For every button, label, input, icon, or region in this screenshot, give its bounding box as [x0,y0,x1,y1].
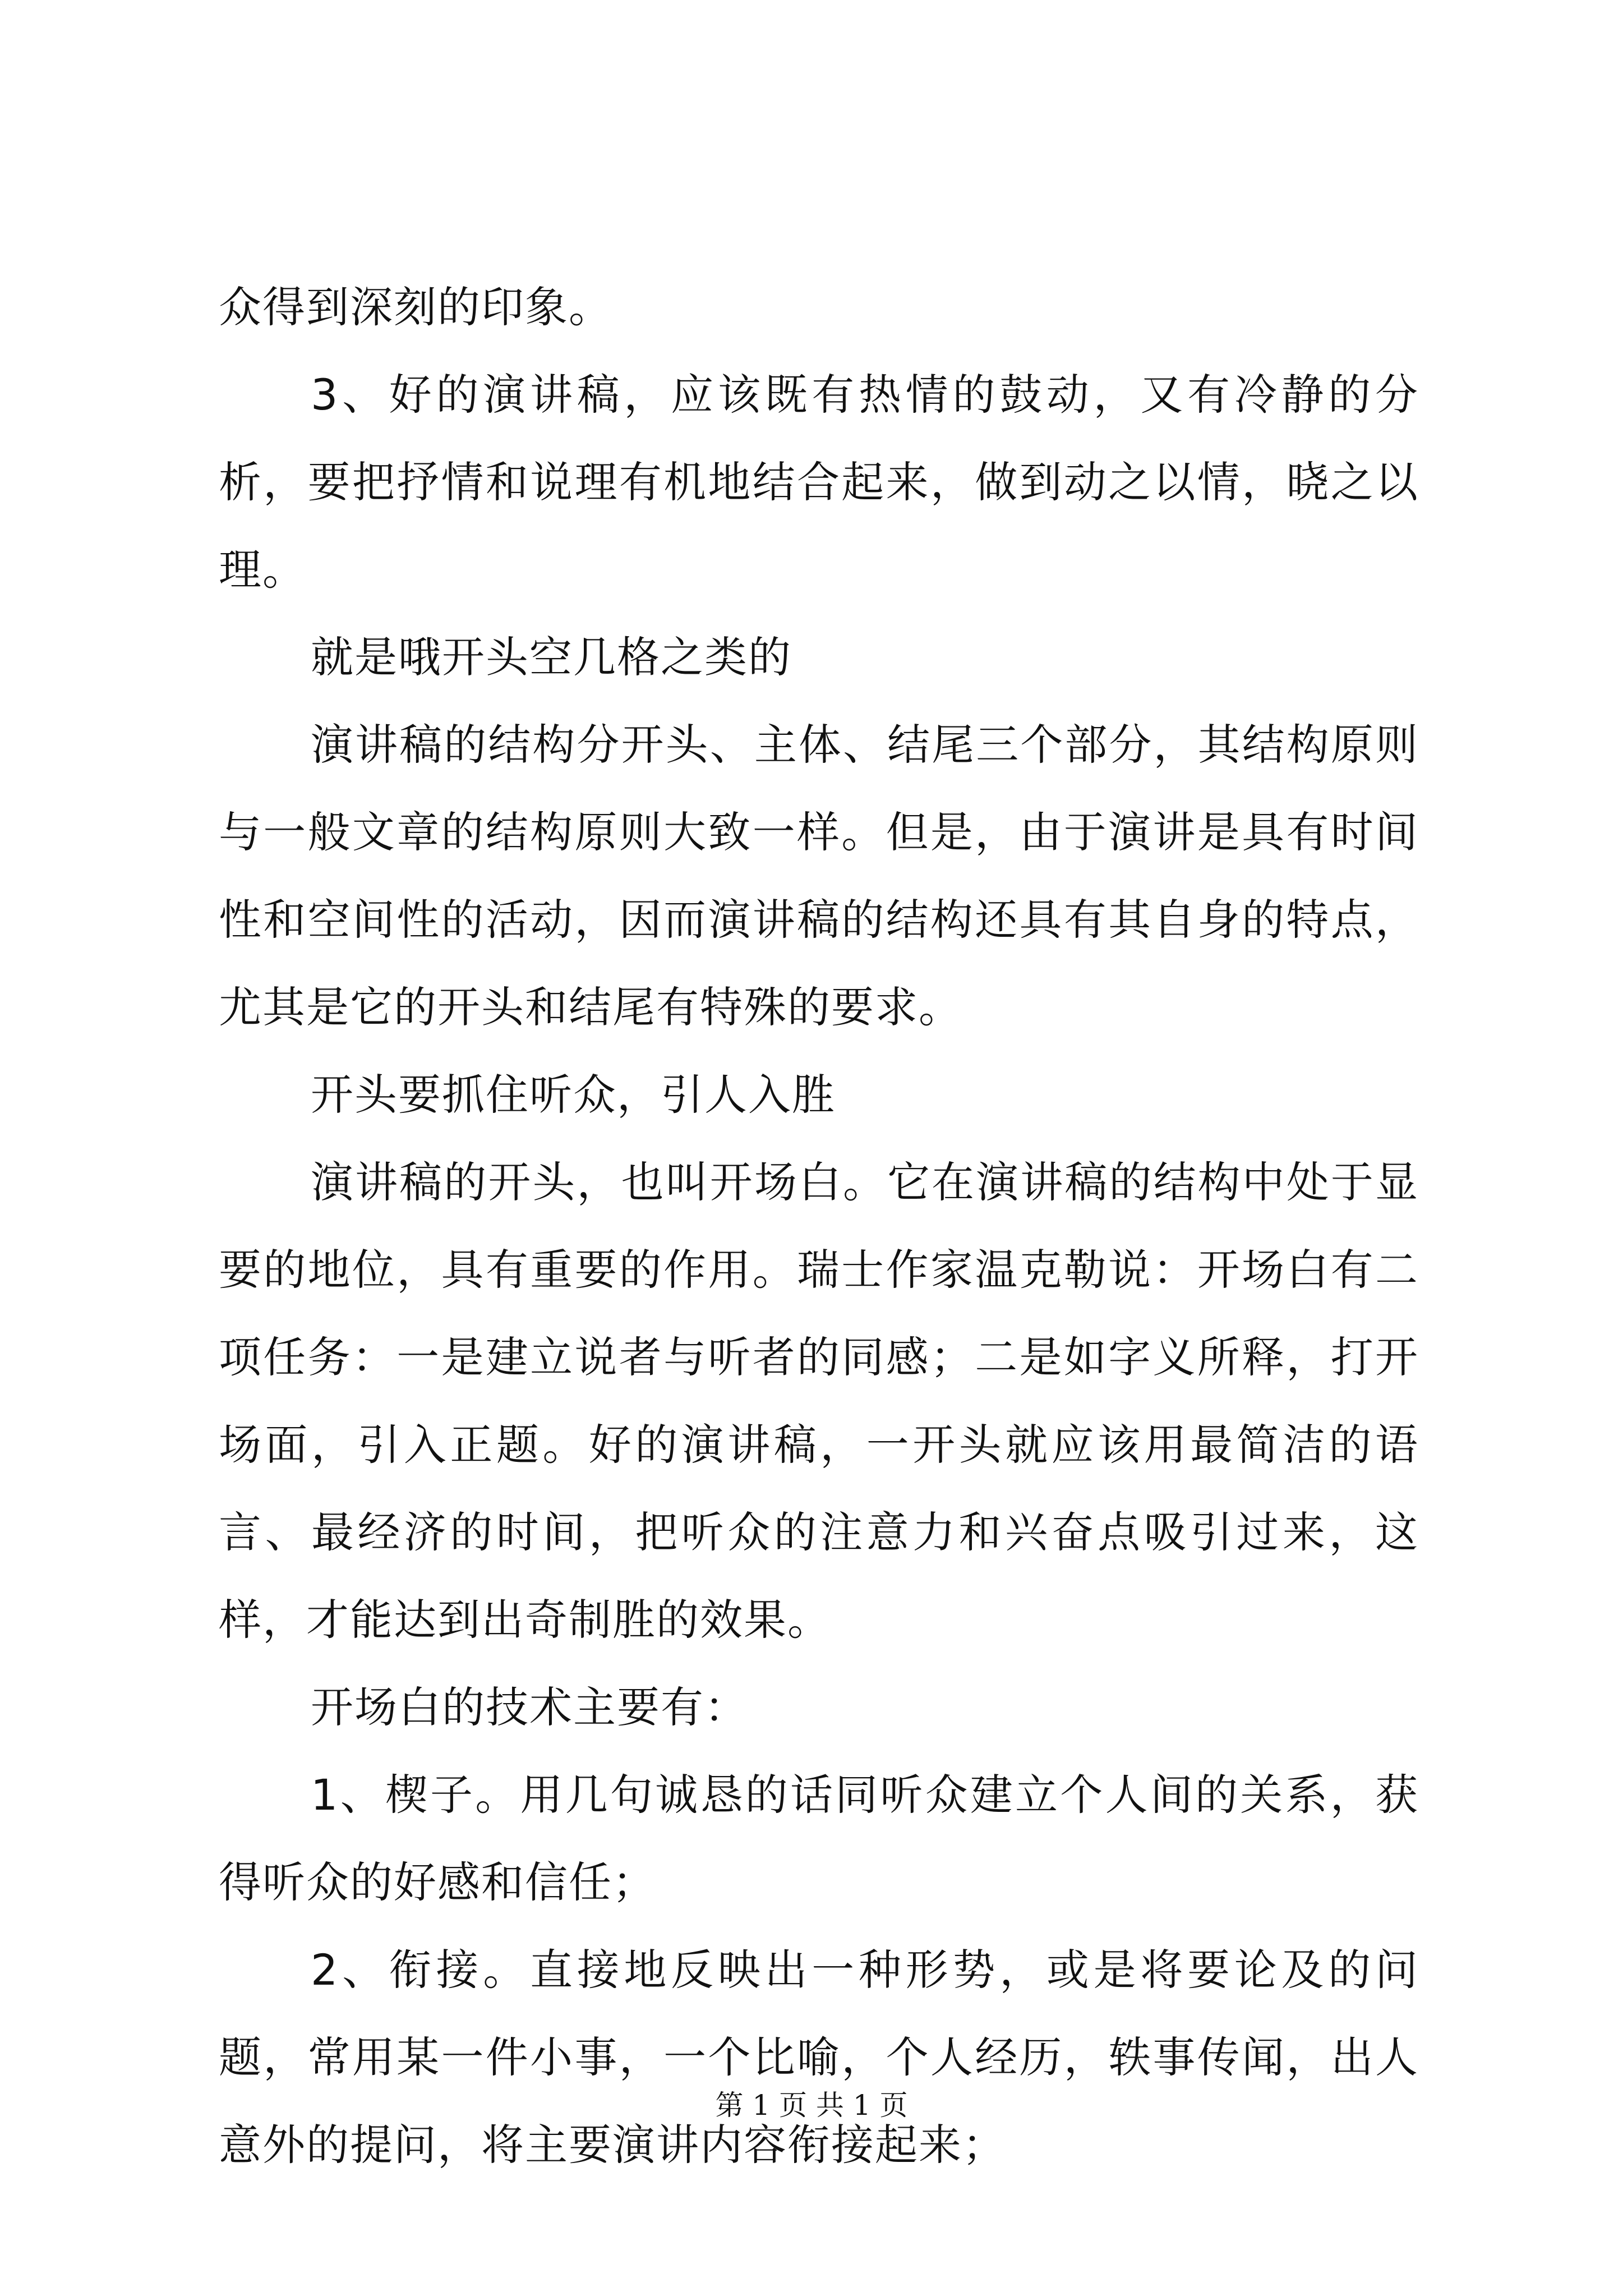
page-number-footer: 第 1 页 共 1 页 [715,2089,908,2122]
paragraph-1: 众得到深刻的印象。 [219,282,612,332]
paragraph-3: 就是哦开头空几格之类的 [311,632,792,682]
paragraph-5-heading: 开头要抓住听众，引人入胜 [311,1070,836,1120]
document-body [219,264,1419,2189]
paragraph-6: 演讲稿的开头，也叫开场白。它在演讲稿的结构中处于显要的地位，具有重要的作用。瑞士作家温克勒说：开场白有二项任务：一是建立说者与听者的同感；二是如字义所释，打开场面，引入正题。好的演讲稿，一开头就应该用最简洁的语言、最经济的时间，把听众的注意力和兴奋点吸引过来，这样，才能达到出奇制胜的效果。 [219,1157,1419,1645]
paragraph-7: 开场白的技术主要有： [311,1682,748,1732]
paragraph-4: 演讲稿的结构分开头、主体、结尾三个部分，其结构原则与一般文章的结构原则大致一样。但是，由于演讲是具有时间性和空间性的活动，因而演讲稿的结构还具有其自身的特点，尤其是它的开头和结尾有特殊的要求。 [219,720,1419,1032]
paragraph-9: 2、衔接。直接地反映出一种形势，或是将要论及的问题，常用某一件小事，一个比喻，个人经历，轶事传闻，出人意外的提问，将主要演讲内容衔接起来； [219,1945,1419,2170]
paragraph-8: 1、楔子。用几句诚恳的话同听众建立个人间的关系，获得听众的好感和信任； [219,1770,1419,1907]
paragraph-2: 3、好的演讲稿，应该既有热情的鼓动，又有冷静的分析，要把抒情和说理有机地结合起来，做到动之以情，晓之以理。 [219,370,1419,595]
